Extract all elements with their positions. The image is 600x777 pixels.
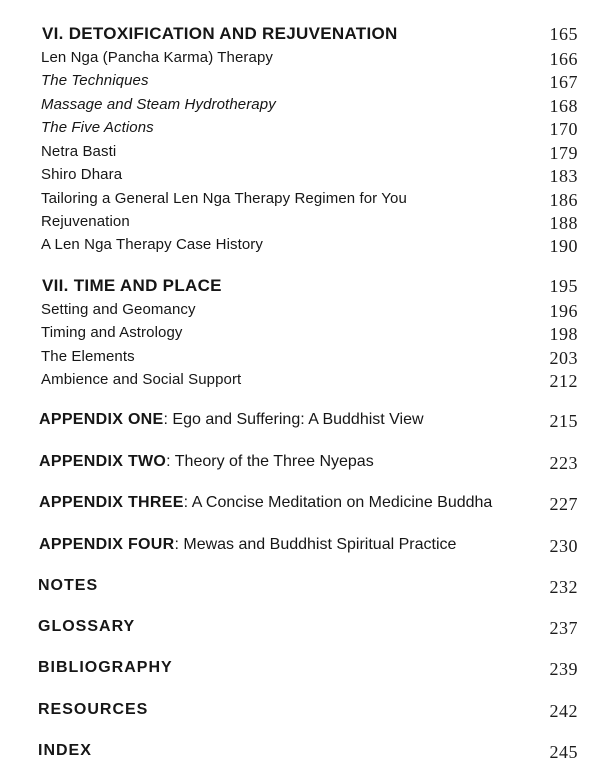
entry-title: BIBLIOGRAPHY (38, 659, 173, 676)
entry-title: NOTES (38, 577, 99, 594)
entry-title: The Techniques (41, 72, 149, 89)
page-number: 167 (549, 72, 578, 92)
separator: : (183, 494, 192, 511)
page-number: 179 (549, 143, 578, 163)
entry-title: Massage and Steam Hydrotherapy (41, 96, 276, 113)
entry-title: A Concise Meditation on Medicine Buddha (191, 494, 493, 511)
page-number: 190 (549, 236, 578, 256)
appendix-label: APPENDIX TWO (39, 453, 167, 470)
page-number: 196 (549, 301, 578, 321)
appendix-label: APPENDIX ONE (39, 411, 164, 428)
entry-title: Ambience and Social Support (41, 371, 242, 388)
page-number: 215 (549, 411, 578, 431)
appendix-label: APPENDIX THREE (39, 494, 184, 511)
separator: : (174, 536, 184, 553)
page-number: 223 (549, 453, 578, 473)
entry-title: Tailoring a General Len Nga Therapy Regimen for You (41, 190, 407, 207)
entry-title: Setting and Geomancy (41, 301, 196, 318)
entry-title: Mewas and Buddhist Spiritual Practice (183, 536, 457, 553)
section-title: VII. TIME AND PLACE (42, 276, 222, 295)
entry-title: The Elements (41, 348, 135, 365)
page-number: 212 (549, 371, 578, 391)
appendix-title (39, 453, 374, 471)
entry-title: Ego and Suffering: A Buddhist View (172, 411, 424, 428)
entry-title: Timing and Astrology (41, 324, 183, 341)
entry-title: Netra Basti (41, 143, 117, 160)
page-number: 198 (549, 324, 578, 344)
entry-title: A Len Nga Therapy Case History (41, 236, 264, 253)
section-title: VI. DETOXIFICATION AND REJUVENATION (42, 24, 398, 43)
page-number: 203 (549, 348, 578, 368)
page-number: 168 (549, 96, 578, 116)
appendix-title (39, 411, 424, 429)
entry-title: INDEX (38, 742, 92, 759)
entry-title: Theory of the Three Nyepas (174, 453, 374, 470)
entry-title: Rejuvenation (41, 213, 130, 230)
page-number: 170 (549, 119, 578, 139)
appendix-title (39, 494, 492, 512)
page-number: 237 (549, 618, 578, 638)
entry-title: The Five Actions (41, 119, 154, 136)
page-number: 227 (549, 494, 578, 514)
separator: : (166, 453, 175, 470)
page-number: 195 (549, 276, 578, 296)
entry-title: RESOURCES (38, 701, 149, 718)
appendix-title (39, 536, 456, 554)
entry-title: Len Nga (Pancha Karma) Therapy (41, 49, 274, 66)
page-number: 239 (549, 659, 578, 679)
page-number: 165 (549, 24, 578, 44)
entry-title: GLOSSARY (38, 618, 136, 635)
page-number: 230 (549, 536, 578, 556)
page-number: 242 (549, 701, 578, 721)
entry-title: Shiro Dhara (41, 166, 123, 183)
page-number: 166 (549, 49, 578, 69)
page-number: 232 (549, 577, 578, 597)
page-number: 183 (549, 166, 578, 186)
page-number: 188 (549, 213, 578, 233)
page-number: 245 (549, 742, 578, 762)
separator: : (163, 411, 173, 428)
page-number: 186 (549, 190, 578, 210)
appendix-label: APPENDIX FOUR (39, 536, 175, 553)
